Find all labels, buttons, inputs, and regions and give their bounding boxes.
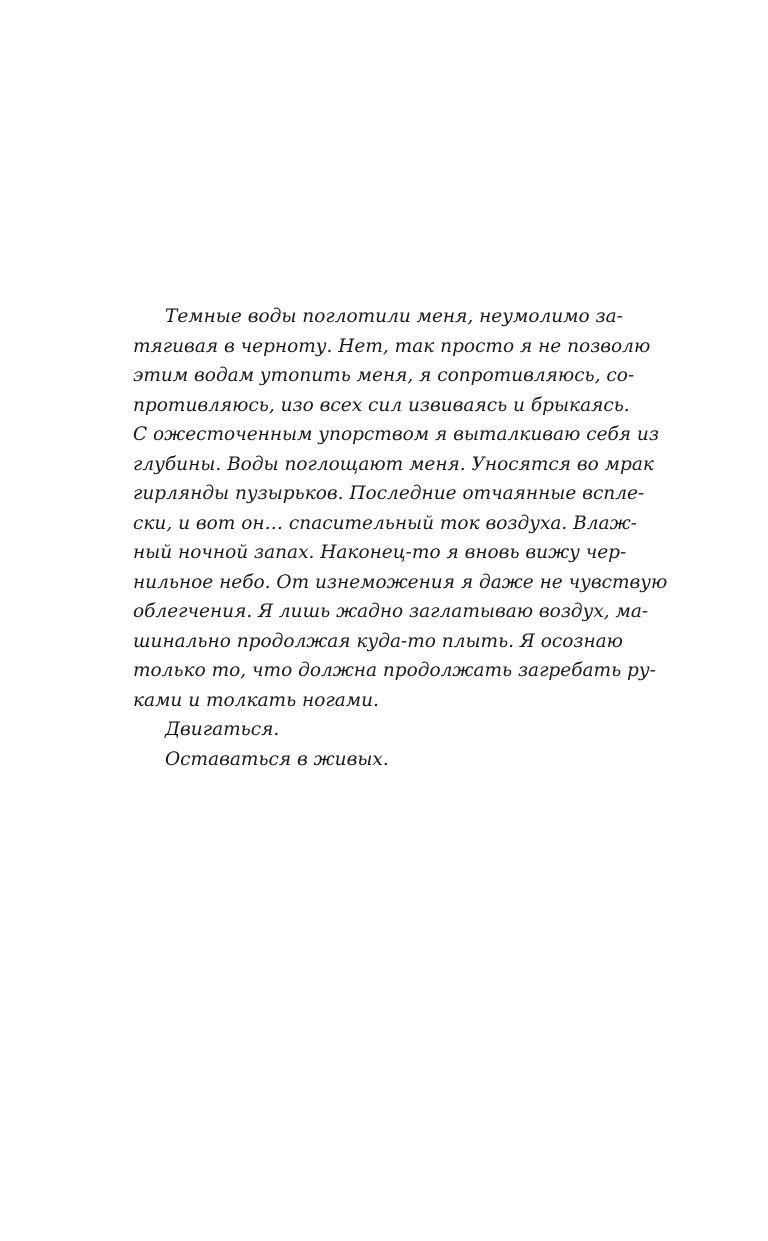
text-line: ный ночной запах. Наконец-то я вновь вижу чер- [133,542,627,563]
paragraph-1 [133,302,668,715]
text-line: только то, что должна продолжать загребать ру- [133,660,656,681]
text-line: облегчения. Я лишь жадно заглатываю воздух, ма- [133,601,649,622]
body-text [133,302,668,774]
text-line: ски, и вот он… спасительный ток воздуха. Влаж- [133,512,637,534]
text-line: ками и толкать ногами. [133,689,379,711]
text-line: С ожесточенным упорством я выталкиваю себя из [133,424,659,445]
text-line: Двигаться. [165,719,280,740]
text-line: гирлянды пузырьков. Последние отчаянные вспле- [133,483,645,504]
text-line: этим водам утопить меня, я сопротивляюсь, со- [133,365,635,386]
paragraph-3 [133,745,593,775]
text-line: тягивая в черноту. Нет, так просто я не позволю [133,335,651,357]
text-line: шинально продолжая куда-то плыть. Я осознаю [133,630,623,652]
paragraph-2 [133,715,593,745]
text-line: Темные воды поглотили меня, неумолимо за- [165,306,623,327]
text-line: противляюсь, изо всех сил извиваясь и брыкаясь. [133,394,630,416]
text-line: Оставаться в живых. [165,748,389,770]
text-line: нильное небо. От изнеможения я даже не чувствую [133,571,668,593]
text-line: глубины. Воды поглощают меня. Уносятся во мрак [133,453,654,475]
